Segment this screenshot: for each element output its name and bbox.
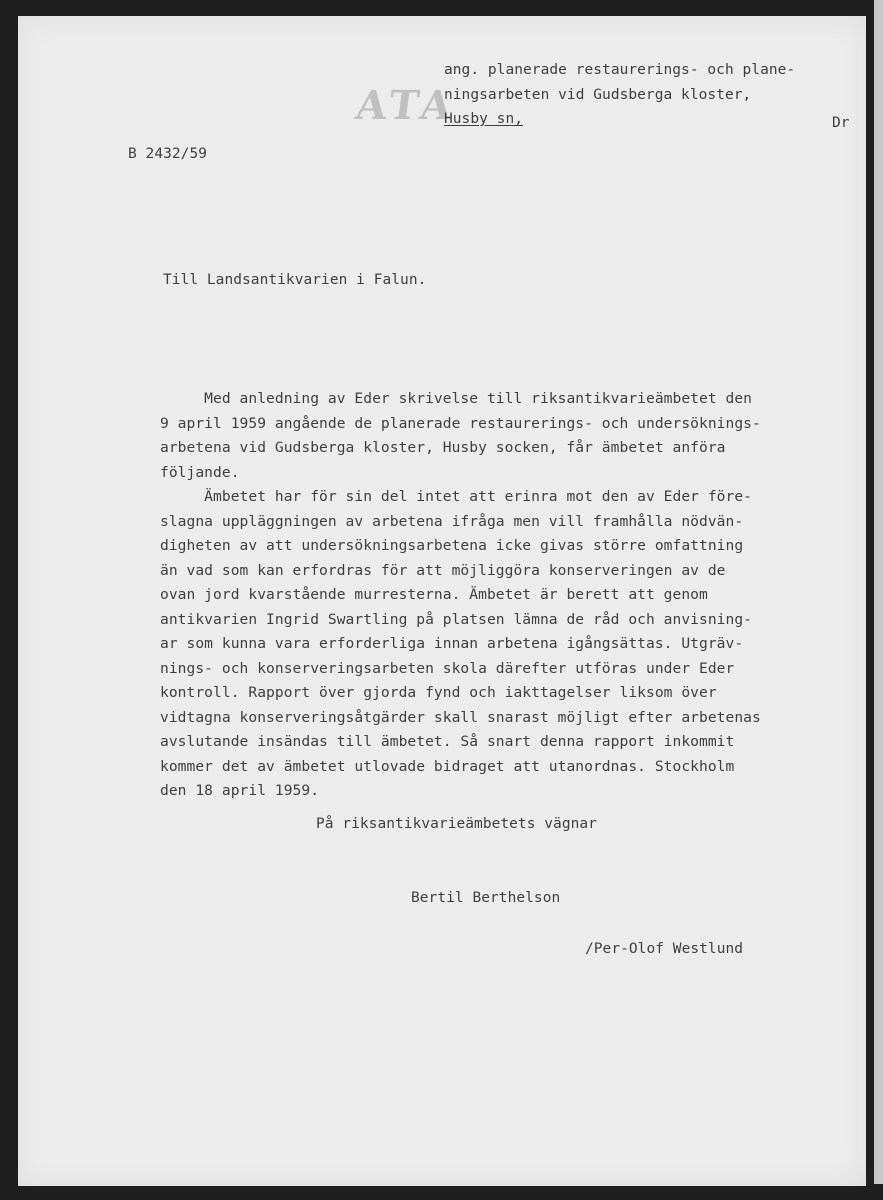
ata-stamp: ATA xyxy=(352,82,459,129)
addressee-line: Till Landsantikvarien i Falun. xyxy=(163,272,427,288)
reference-number: B 2432/59 xyxy=(128,146,208,162)
subject-header xyxy=(444,58,795,132)
header-line-1: ang. planerade restaurerings- och plane- xyxy=(444,62,796,78)
header-initials: Dr xyxy=(832,115,850,131)
header-line-2: ningsarbeten vid Gudsberga kloster, xyxy=(444,86,752,103)
letter-body: Med anledning av Eder skrivelse till riksantikvarieämbetet den 9 april 1959 angående de planerade restaurerings- och undersöknings- arbetena vid Gudsberga kloster, Husby socken, får ämbetet anföra följande. Ämbetet har för sin del intet att erinra mot den av Eder före- slagna uppläggningen av arbetena ifråga men vill framhålla nödvän- digheten av att undersökningsarbetena icke givas större omfattning än vad som kan erfordras för att möjliggöra konserveringen av de ovan jord kvarstående murresterna. Ämbetet är berett att genom antikvarien Ingrid Swartling på platsen lämna de råd och anvisning- ar som kunna vara erforderliga innan arbetena igångsättas. Utgräv- nings- och konserveringsarbeten skola därefter utföras under Eder kontroll. Rapport över gjorda fynd och iakttagelser liksom över vidtagna konserveringsåtgärder skall snarast möjligt efter arbetenas avslutande insändas till ämbetet. Så snart denna rapport inkommit kommer det av ämbetet utlovade bidraget att utanordnas. Stockholm den 18 april 1959. xyxy=(160,390,761,799)
signature-secondary: /Per-Olof Westlund xyxy=(585,941,744,957)
page-edge-strip xyxy=(874,0,883,1184)
closing-line: På riksantikvarieämbetets vägnar xyxy=(316,816,597,832)
header-line-3: Husby sn, xyxy=(444,111,524,127)
signature-primary: Bertil Berthelson xyxy=(411,890,561,906)
